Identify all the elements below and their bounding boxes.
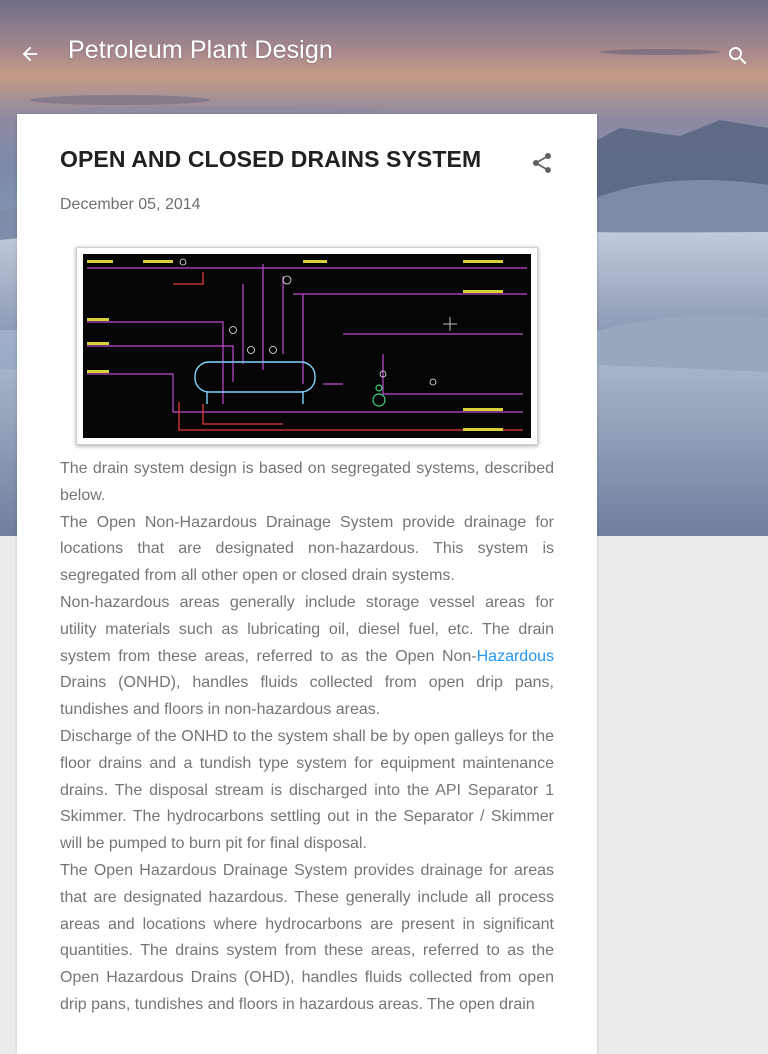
search-button[interactable] xyxy=(722,40,754,72)
paragraph: The Open Hazardous Drainage System provides drainage for areas that are designated hazardous. These generally include all process areas and locations where hydrocarbons are present in significant quantities. The drains system from these areas, referred to as the Open Hazardous Drains (OHD), handles fluids collected from open drip pans, tundishes and floors in hazardous areas. The open drain xyxy=(60,861,554,1013)
share-icon xyxy=(530,151,554,175)
blog-title[interactable]: Petroleum Plant Design xyxy=(68,36,333,64)
paragraph: Discharge of the ONHD to the system shall be by open galleys for the floor drains and a tundish type system for equipment maintenance drains. The disposal stream is discharged into the API Separator 1 Skimmer. The hydrocarbons settling out in the Separator / Skimmer will be pumped to burn pit for final disposal. xyxy=(60,727,554,853)
paragraph: The drain system design is based on segregated systems, described below. xyxy=(60,460,554,504)
search-icon xyxy=(726,44,750,68)
post-image[interactable] xyxy=(76,247,538,445)
top-app-bar xyxy=(0,0,768,108)
post-card xyxy=(17,114,597,1054)
cad-drawing-image xyxy=(83,254,531,438)
paragraph: The Open Non-Hazardous Drainage System provide drainage for locations that are designated non-hazardous. This system is segregated from all other open or closed drain systems. xyxy=(60,513,554,585)
post-body xyxy=(60,456,554,1019)
drains-schematic-drawing xyxy=(83,254,531,438)
paragraph xyxy=(60,590,554,724)
arrow-back-icon xyxy=(19,43,41,65)
post-date: December 05, 2014 xyxy=(60,196,201,213)
post-title: OPEN AND CLOSED DRAINS SYSTEM xyxy=(60,146,482,172)
paragraph-text: Non-hazardous areas generally include storage vessel areas for utility materials such as lubricating oil, diesel fuel, etc. The drain system from these areas, referred to as the Open Non- xyxy=(60,593,554,665)
back-button[interactable] xyxy=(14,38,46,70)
paragraph-text: Drains (ONHD), handles fluids collected from open drip pans, tundishes and floors in non-hazardous areas. xyxy=(60,674,554,719)
hazardous-link[interactable]: Hazardous xyxy=(476,647,554,665)
share-button[interactable] xyxy=(527,148,557,178)
